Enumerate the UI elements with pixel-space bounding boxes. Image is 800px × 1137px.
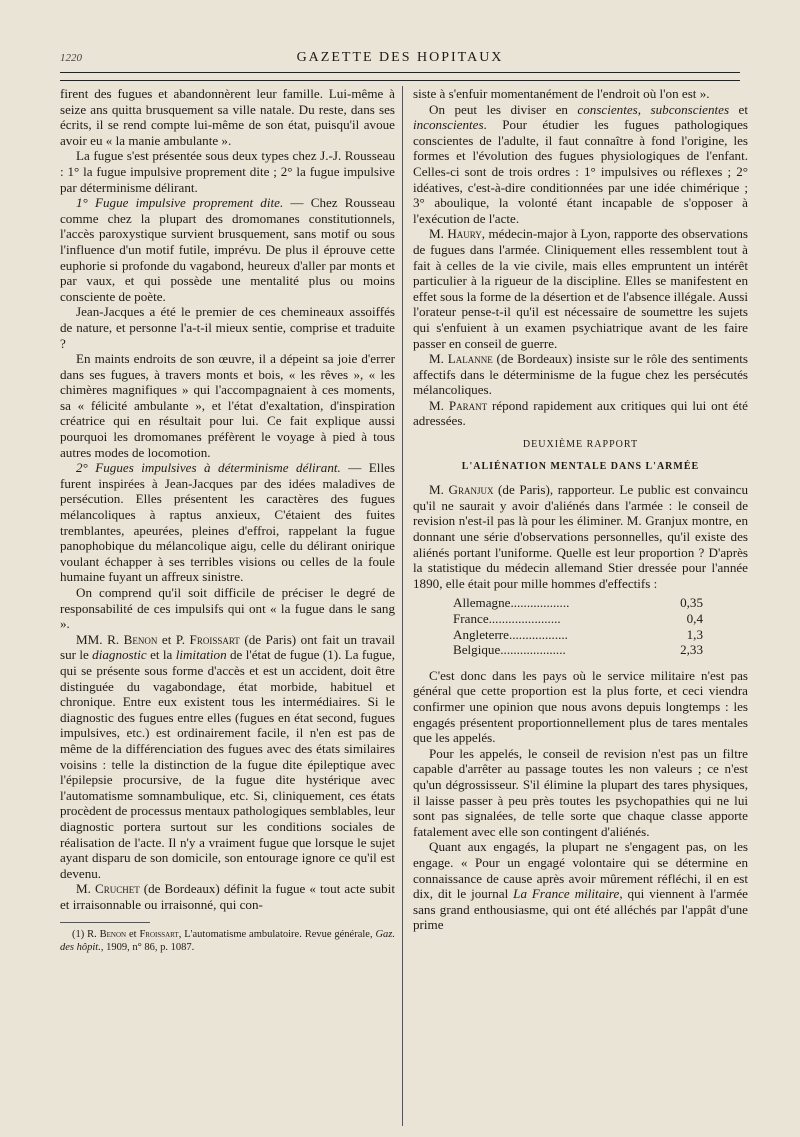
paragraph	[413, 351, 748, 398]
author-name: Parant	[448, 397, 488, 413]
section-heading: 1° Fugue impulsive proprement dite.	[76, 195, 284, 211]
author-name: Lalanne	[447, 351, 493, 367]
table-cell: 1,3	[686, 626, 703, 642]
paragraph	[60, 632, 395, 882]
table-cell: Belgique....................	[453, 642, 566, 658]
paragraph	[413, 102, 748, 227]
paragraph	[413, 398, 748, 429]
header-rule-thin	[60, 80, 740, 81]
author-name: Benon	[99, 929, 127, 941]
text: , médecin-major à Lyon, rapporte des observations de fugues dans l'armée. Cliniquement elles ressemblent tout à fait à celles de la vie civile, mais elles empruntent un intérêt particulier à la rigueur de la discipline. Elles se manifestent en effet sous la forme de la désertion et de l'absence illégale. Aussi l'orateur pense-t-il qu'il est nécessaire de soumettre les sujets qui s'enfuient à un examen psychiatrique avant de les faire passer en conseil de guerre.	[413, 226, 748, 351]
text: répond rapidement aux critiques qui lui ont été adressées.	[413, 397, 748, 429]
paragraph: C'est donc dans les pays où le service militaire n'est pas général que cette proportion est la plus forte, et ceci viendra confirmer une opinion que nous avons depuis longtemps : les engagés présentent proportionnellement plus de tares mentales que les appelés.	[413, 667, 748, 746]
paragraph: En maints endroits de son œuvre, il a dépeint sa joie d'errer dans ses fugues, à travers monts et bois, « les rêves », « les chimères magnifiques » qui l'accompagnaient à ces moments, sa « félicité ambulante », et l'état d'exaltation, d'inspiration créatrice qui en résultait pour lui. Ce fait explique aussi pourquoi les dromomanes préfèrent le voyage à pied à tous autres modes de locomotion.	[60, 351, 395, 460]
emphasis: Gaz. des hôpit.	[60, 929, 396, 953]
text: , qui viennent à l'armée sans grand enthousiasme, qui ont été alléchés par l'appât d'une prime	[413, 886, 748, 933]
text: On peut les diviser en	[429, 101, 578, 117]
emphasis: diagnostic	[92, 647, 147, 663]
text: Quant aux engagés, la plupart ne s'engagent pas, on les engage. « Pour un engagé volontaire qui se détermine en connaissance de cause après avoir mûrement réfléchi, il en est dix, dit le journal	[413, 839, 748, 902]
paragraph	[413, 226, 748, 351]
table-row	[453, 611, 703, 627]
table-cell: 2,33	[680, 642, 703, 658]
author-name: Haury	[447, 226, 482, 242]
text: M.	[429, 397, 449, 413]
text: MM. R.	[76, 631, 124, 647]
table-row	[453, 627, 703, 643]
left-column	[60, 86, 395, 954]
paragraph: La fugue s'est présentée sous deux types chez J.-J. Rousseau : 1° la fugue impulsive proprement dite ; 2° la fugue impulsive par déterminisme délirant.	[60, 148, 395, 195]
text: , L'automatisme ambulatoire. Revue générale,	[178, 929, 376, 941]
emphasis: conscientes, subconscientes	[577, 101, 730, 117]
paragraph-text: — Chez Rousseau comme chez la plupart des dromomanes constitutionnels, l'accès paroxystique survient brusquement, sans motif ou sous l'influence d'un motif futile, imprévu. De plus il éprouve cette euphorie si profonde du vagabond, heureux d'aller par monts et par vaux, et qui possède une mentalité plus ou moins consciente de poète.	[60, 195, 395, 304]
paragraph: siste à s'enfuir momentanément de l'endroit où l'on est ».	[413, 86, 710, 101]
text: et	[729, 101, 748, 117]
emphasis: inconscientes	[413, 117, 484, 133]
text: , 1909, n° 86, p. 1087.	[100, 941, 195, 953]
text: (de Bordeaux) définit la fugue « tout acte subit et irraisonnable ou irraisonné, qui con-	[60, 881, 395, 912]
page-number: 1220	[60, 52, 82, 64]
emphasis: La France militaire	[513, 886, 620, 902]
footnote-rule	[60, 922, 150, 923]
text: M.	[429, 482, 449, 498]
paragraph: firent des fugues et abandonnèrent leur famille. Lui-même à seize ans quitta brusquement sa ville natale. Du reste, dans ses écrits, il se rend compte lui-même de son état, puisqu'il avoue avoir eu « la manie ambulante ».	[60, 86, 395, 148]
text: (de Paris) ont fait un travail sur le	[60, 631, 396, 663]
author-name: Froissart	[189, 631, 240, 647]
paragraph	[413, 839, 748, 933]
paragraph	[413, 482, 748, 591]
paragraph: Jean-Jacques a été le premier de ces chemineaux assoiffés de nature, et personne l'a-t-il mieux sentie, comprise et traduite ?	[60, 304, 395, 351]
table-cell: 0,4	[686, 611, 703, 626]
text: et la	[146, 647, 176, 663]
text: (1) R.	[72, 929, 100, 941]
footnote	[60, 929, 395, 954]
right-column	[413, 86, 748, 933]
text: M.	[429, 351, 448, 367]
section-heading: 2° Fugues impulsives à déterminisme délirant.	[76, 460, 341, 476]
paragraph	[60, 195, 395, 304]
author-name: Cruchet	[94, 881, 140, 897]
report-label: DEUXIÈME RAPPORT	[522, 439, 639, 451]
text: M.	[76, 881, 95, 897]
table-row	[453, 595, 703, 611]
author-name: Benon	[123, 631, 158, 647]
paragraph	[60, 881, 395, 912]
report-title: L'ALIÉNATION MENTALE DANS L'ARMÉE	[461, 460, 700, 472]
column-divider	[402, 86, 403, 1126]
text: et P.	[157, 631, 190, 647]
header-rule	[60, 72, 740, 73]
author-name: Froissart	[139, 929, 179, 941]
running-title: GAZETTE DES HOPITAUX	[296, 50, 504, 65]
text: de l'état de fugue (1). La fugue, qui se présente sous forme d'accès et est un accident, doit être distinguée du vagabondage, état morbide, habituel et chronique. Entre eux existent tous les intermédiaires. Si le diagnostic des fugues entre elles (fugues en état second, fugues impulsives, etc.) est ordinairement facile, il n'en est pas de même de la différenciation des fugues avec des états similaires voisins : telle la distinction de la fugue dite épileptique avec l'épilepsie procursive, de la fugue dite hystérique avec l'automatisme somnambulique, etc. Si, cliniquement, ces états procèdent de processus mentaux pathologiques semblables, leur diagnostic portera surtout sur les conditions sociales de réalisation de l'acte. Il n'y a vraiment fugue que lorsque le sujet ayant disparu de son domicile, son entourage ignore ce qu'il est devenu.	[60, 647, 395, 881]
table-row	[453, 642, 703, 658]
author-name: Granjux	[448, 482, 494, 498]
paragraph	[60, 460, 395, 585]
emphasis: limitation	[175, 647, 227, 663]
table-cell: Angleterre..................	[453, 626, 568, 642]
table-cell: 0,35	[680, 595, 703, 611]
paragraph: Pour les appelés, le conseil de revision n'est pas un filtre capable d'arrêter au passage toutes les non valeurs ; ce n'est qu'un dégrossisseur. S'il élimine la plupart des tares physiques, il laisse passer à peu près toutes les psychopathies qui ne lui sont pas signalées, de telle sorte que chaque classe apporte fatalement avec elle son contingent d'aliénés.	[413, 745, 748, 839]
statistics-table	[453, 595, 703, 657]
paragraph: On comprend qu'il soit difficile de préciser le degré de responsabilité de ces impulsifs qui ont « la fugue dans le sang ».	[60, 585, 395, 632]
text: (de Bordeaux) insiste sur le rôle des sentiments affectifs dans le déterminisme de la fugue chez les persécutés mélancoliques.	[413, 351, 748, 398]
text: (de Paris), rapporteur. Le public est convaincu qu'il ne saurait y avoir d'aliénés dans l'armée : le conseil de revision n'est-il pas là pour les éliminer. M. Granjux montre, en donnant une série d'observations personnelles, qu'il existe des aliénés portant l'uniforme. Quelle est leur proportion ? D'après la statistique du médecin allemand Stier dressée pour l'année 1890, elle était pour mille hommes d'effectifs :	[413, 482, 748, 591]
paragraph-text: — Elles furent inspirées à Jean-Jacques par des idées maladives de persécution. Elles présentent les caractères des fugues mélancoliques à raptus anxieux, C'étaient des fuites tremblantes, apeurées, pleines d'effroi, rappelant la fugue panophobique du mélancolique aigu, celle du délirant onirique voulant échapper à ses terribles visions ou celles de la foule humaine fuyant un affreux sinistre.	[60, 460, 395, 585]
table-cell: Allemagne..................	[453, 595, 570, 611]
text: et	[126, 929, 140, 941]
text: M.	[429, 226, 448, 242]
table-cell: France......................	[453, 611, 561, 626]
text: . Pour étudier les fugues pathologiques conscientes de l'adulte, il faut connaître à fond l'origine, les formes et l'évolution des fugues physiologiques de l'enfant. Celles-ci sont de trois ordres : 1° impulsives ou réflexes ; 2° idéatives, c'est-à-dire conditionnées par une idée chimérique ; 3° aboulique, la volonté étant incapable de s'opposer à l'exécution de l'acte.	[413, 117, 748, 226]
